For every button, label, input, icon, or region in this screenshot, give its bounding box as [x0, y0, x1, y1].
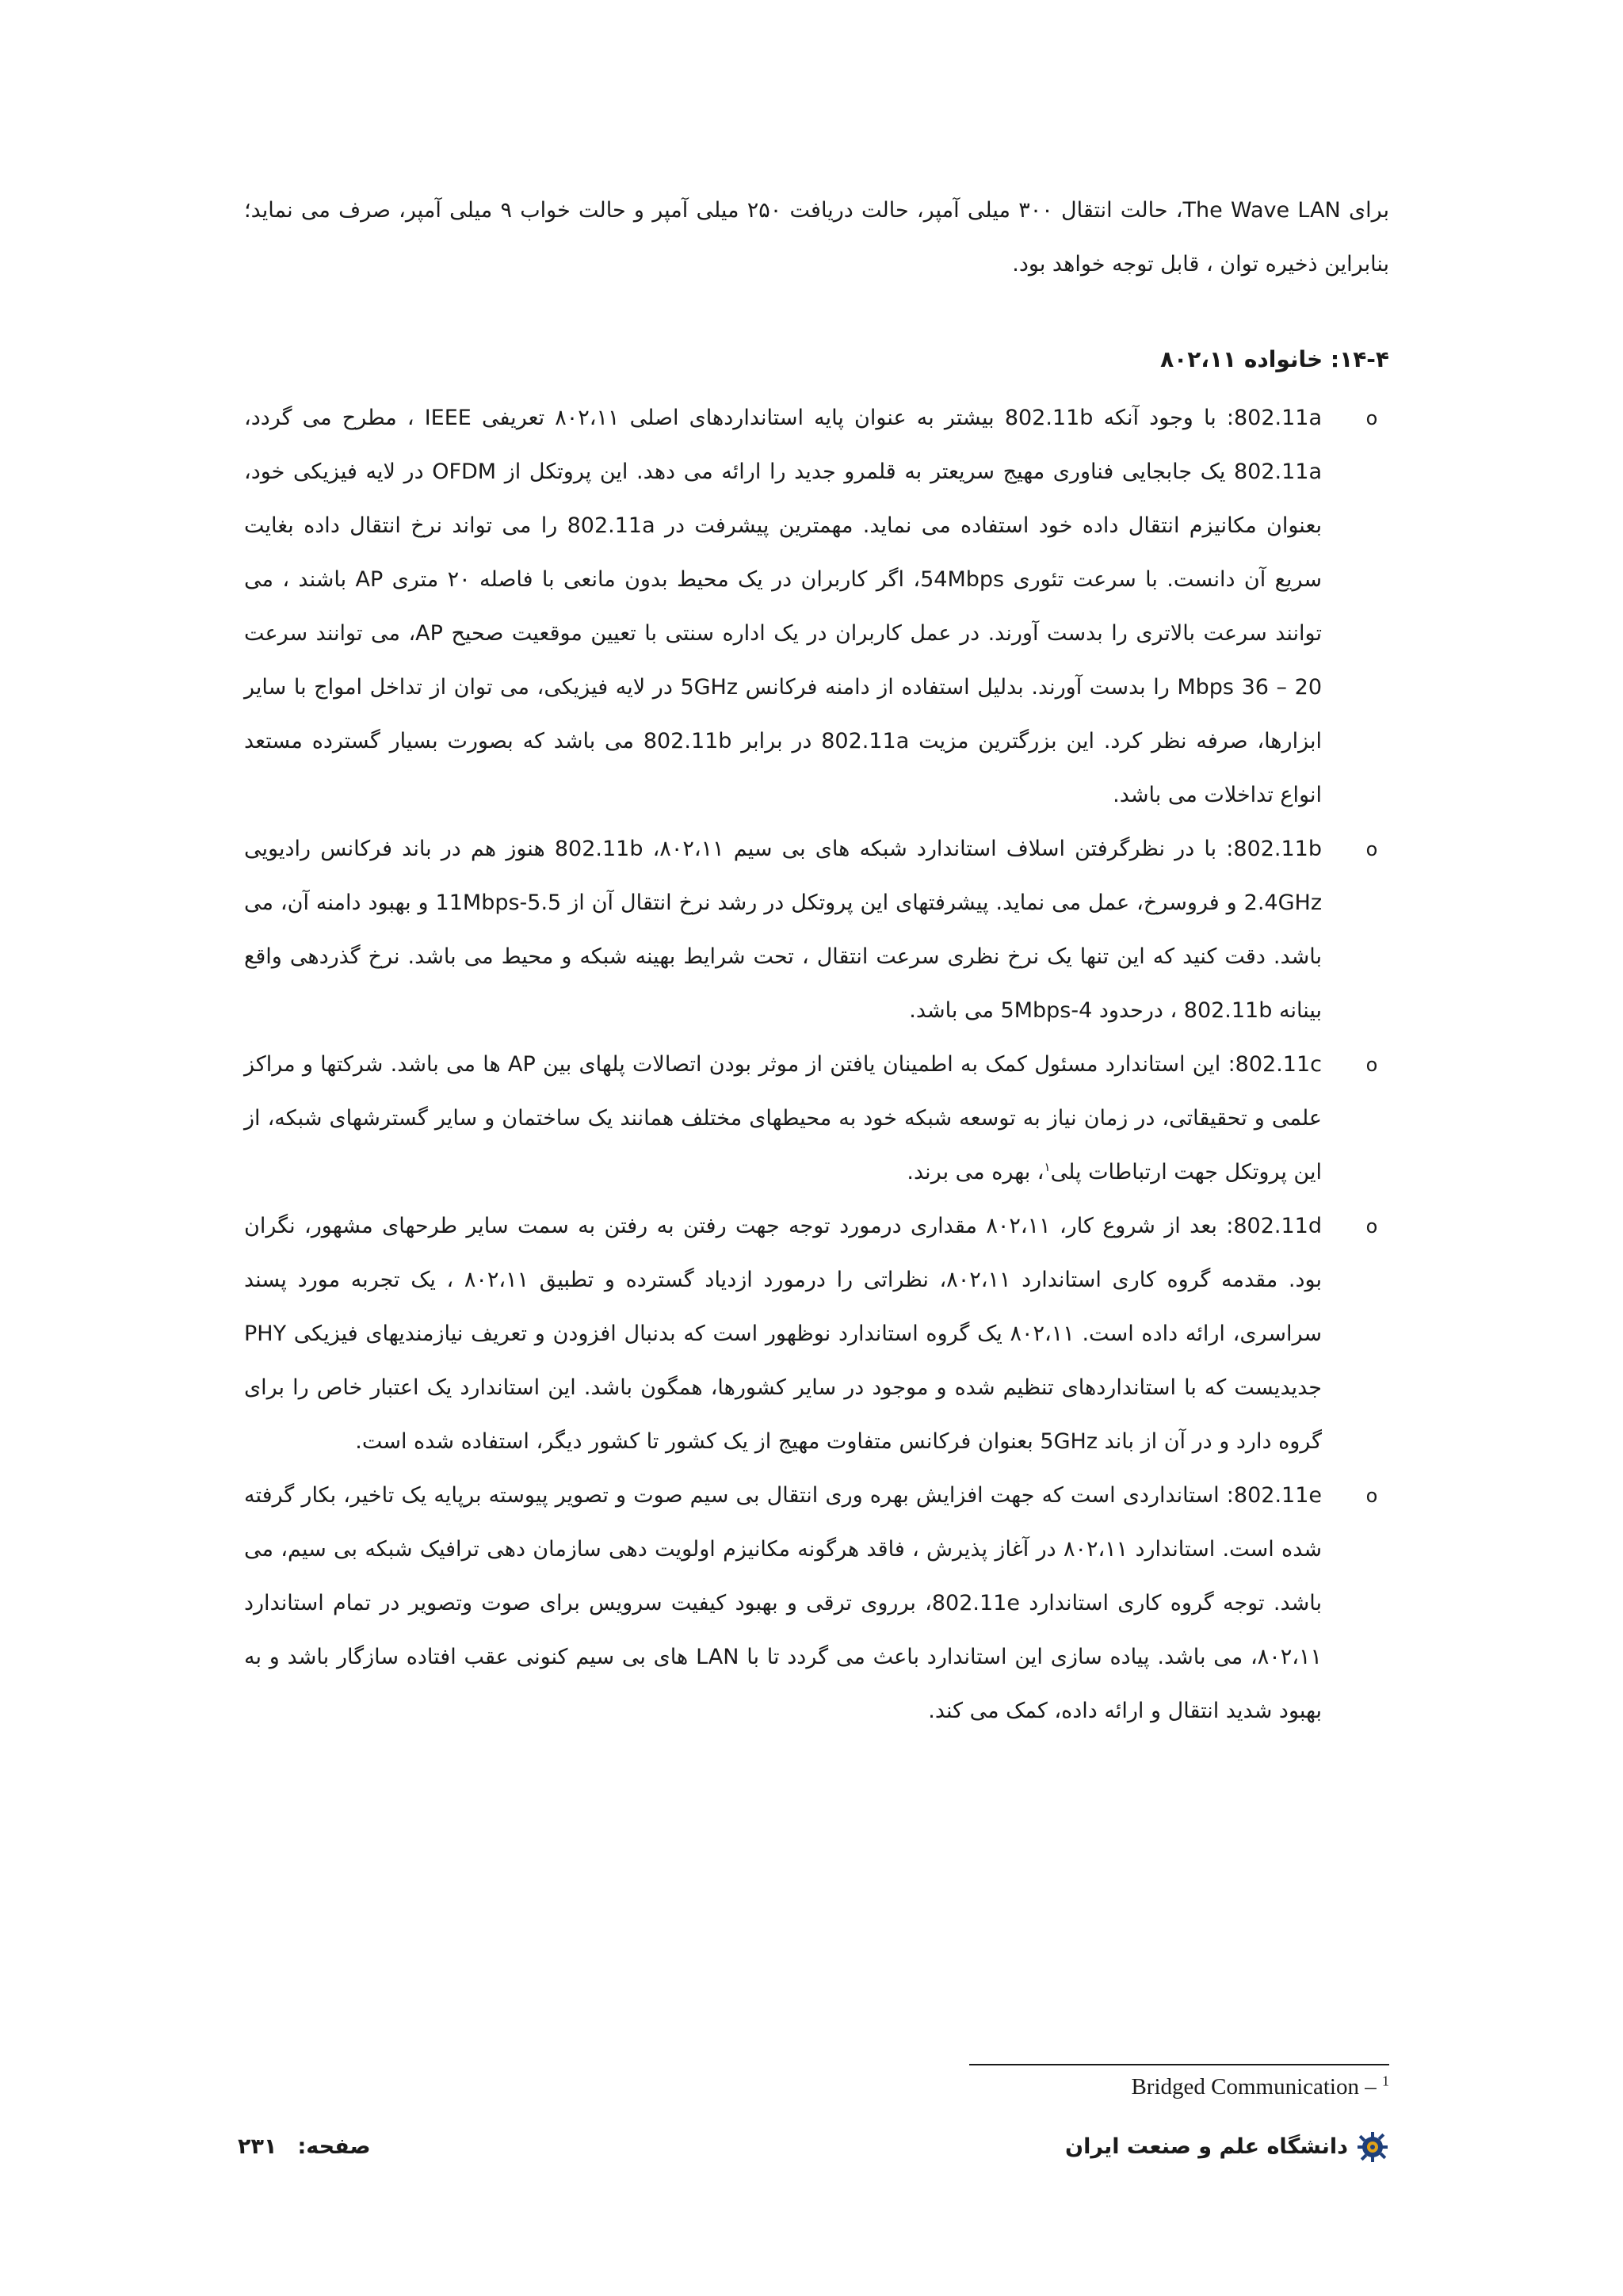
item-term: 802.11d	[1233, 1214, 1322, 1238]
item-term: 802.11c	[1235, 1052, 1322, 1077]
main-content	[244, 184, 1389, 1738]
bullet-icon: o	[1365, 1485, 1378, 1507]
item-body: : بعد از شروع کار، ۸۰۲،۱۱ مقداری درمورد توجه جهت رفتن به رفتن به سمت سایر طرحهای مشهور، نگران بود. مقدمه گروه کاری استاندارد ۸۰۲،۱۱، نظراتی را درمورد ازدیاد گسترده و تطبیق ۸۰۲،۱۱ ، یک تجربه مورد پسند سراسری، ارائه داده است. ۸۰۲،۱۱ یک گروه استاندارد نوظهور است که بدنبال افزودن و تعریف نیازمندیهای فیزیکی PHY جدیدیست که با استانداردهای تنظیم شده و موجود در سایر کشورها، همگون باشد. این استاندارد یک اعتبار خاص را برای گروه دارد و در آن از باند 5GHz بعنوان فرکانس متفاوت مهیج از یک کشور تا کشور دیگر، استفاده شده است.	[244, 1214, 1323, 1454]
item-body: : استانداردی است که جهت افزایش بهره وری انتقال بی سیم صوت و تصویر پیوسته برپایه یک تاخیر، بکار گرفته شده است. استاندارد ۸۰۲،۱۱ در آغاز پذیرش ، فاقد هرگونه مکانیزم اولویت دهی سازمان دهی ترافیک شبکه بی سیم، می باشد. توجه گروه کاری استاندارد 802.11e، برروی ترقی و بهبود کیفیت سرویس برای صوت وتصویر در تمام استاندارد ۸۰۲،۱۱، می باشد. پیاده سازی این استاندارد باعث می گردد تا با LAN های بی سیم کنونی عقب افتاده سازگار باشد و به بهبود شدید انتقال و ارائه داده، کمک می کند.	[244, 1483, 1322, 1723]
university-logo-icon	[1356, 2130, 1389, 2164]
list-item-text	[244, 822, 1322, 1038]
item-body: : این استاندارد مسئول کمک به اطمینان یافتن از موثر بودن اتصالات پلهای بین AP ها می باشد. شرکتها و مراکز علمی و تحقیقاتی، در زمان نیاز به توسعه شبکه خود به محیطهای مختلف همانند یک ساختمان و سایر گسترشهای شبکه، از این پروتکل جهت ارتباطات پلی	[244, 1052, 1322, 1184]
page-number: ۲۳۱	[238, 2134, 277, 2159]
list-item	[244, 1199, 1389, 1469]
item-body-tail: ، بهره می برند.	[907, 1160, 1044, 1184]
list-item-text	[244, 1199, 1322, 1469]
university-name: دانشگاه علم و صنعت ایران	[1065, 2134, 1348, 2159]
bullet-icon: o	[1365, 1215, 1378, 1238]
list-item	[244, 391, 1389, 822]
bullet-icon: o	[1365, 407, 1378, 429]
intro-text: برای The Wave LAN، حالت انتقال ۳۰۰ میلی آمپر، حالت دریافت ۲۵۰ میلی آمپر و حالت خواب ۹ میلی آمپر، صرف می نماید؛ بنابراین ذخیره توان ، قابل توجه خواهد بود.	[244, 198, 1389, 277]
bullet-icon: o	[1365, 1054, 1378, 1076]
footnote-divider	[969, 2064, 1389, 2065]
standards-list	[244, 391, 1389, 1738]
list-item-text	[244, 1038, 1322, 1199]
footnote-reference[interactable]: ۱	[1044, 1160, 1051, 1174]
intro-paragraph	[244, 184, 1389, 292]
item-term: 802.11a	[1233, 406, 1322, 430]
list-item	[244, 1469, 1389, 1738]
item-body: : با در نظرگرفتن اسلاف استاندارد شبکه های بی سیم ۸۰۲،۱۱، 802.11b هنوز هم در باند فرکانس رادیویی 2.4GHz و فروسرخ، عمل می نماید. پیشرفتهای این پروتکل در رشد نرخ انتقال آن از 5.5-11Mbps و بهبود دامنه آن، می باشد. دقت کنید که این تنها یک نرخ نظری سرعت انتقال ، تحت شرایط بهینه شبکه و محیط می باشد. نرخ گذردهی واقع بینانه 802.11b ، درحدود 4-5Mbps می باشد.	[244, 837, 1322, 1023]
list-item-text	[244, 391, 1322, 822]
footnote	[1131, 2069, 1389, 2104]
footnote-text: Bridged Communication –	[1131, 2074, 1382, 2100]
page-label: صفحه:	[297, 2134, 371, 2159]
footnote-mark: 1	[1382, 2073, 1389, 2089]
page-footer	[238, 2123, 1389, 2171]
list-item	[244, 1038, 1389, 1199]
section-heading: ۱۴-۴: خانواده ۸۰۲،۱۱	[1160, 346, 1389, 372]
list-item-text	[244, 1469, 1322, 1738]
item-term: 802.11b	[1233, 837, 1323, 861]
item-body: : با وجود آنکه 802.11b بیشتر به عنوان پایه استانداردهای اصلی ۸۰۲،۱۱ تعریفی IEEE ، مطرح می گردد، 802.11a یک جابجایی فناوری مهیج سریعتر به قلمرو جدید را ارائه می دهد. این پروتکل از OFDM در لایه فیزیکی خود، بعنوان مکانیزم انتقال داده خود استفاده می نماید. مهمترین پیشرفت در 802.11a را می تواند نرخ انتقال داده بغایت سریع آن دانست. با سرعت تئوری 54Mbps، اگر کاربران در یک محیط بدون مانعی با فاصله ۲۰ متری AP باشند ، می توانند سرعت بالاتری را بدست آورند. در عمل کاربران در یک اداره سنتی با تعیین موقعیت صحیح AP، می توانند سرعت 20 – 36 Mbps را بدست آورند. بدلیل استفاده از دامنه فرکانس 5GHz در لایه فیزیکی، می توان از تداخل امواج با سایر ابزارها، صرفه نظر کرد. این بزرگترین مزیت 802.11a در برابر 802.11b می باشد که بصورت بسیار گسترده مستعد انواع تداخلات می باشد.	[244, 406, 1323, 807]
footer-branding	[1065, 2123, 1389, 2171]
item-term: 802.11e	[1233, 1483, 1322, 1508]
bullet-icon: o	[1365, 838, 1378, 860]
page-number-block	[238, 2123, 371, 2171]
list-item	[244, 822, 1389, 1038]
